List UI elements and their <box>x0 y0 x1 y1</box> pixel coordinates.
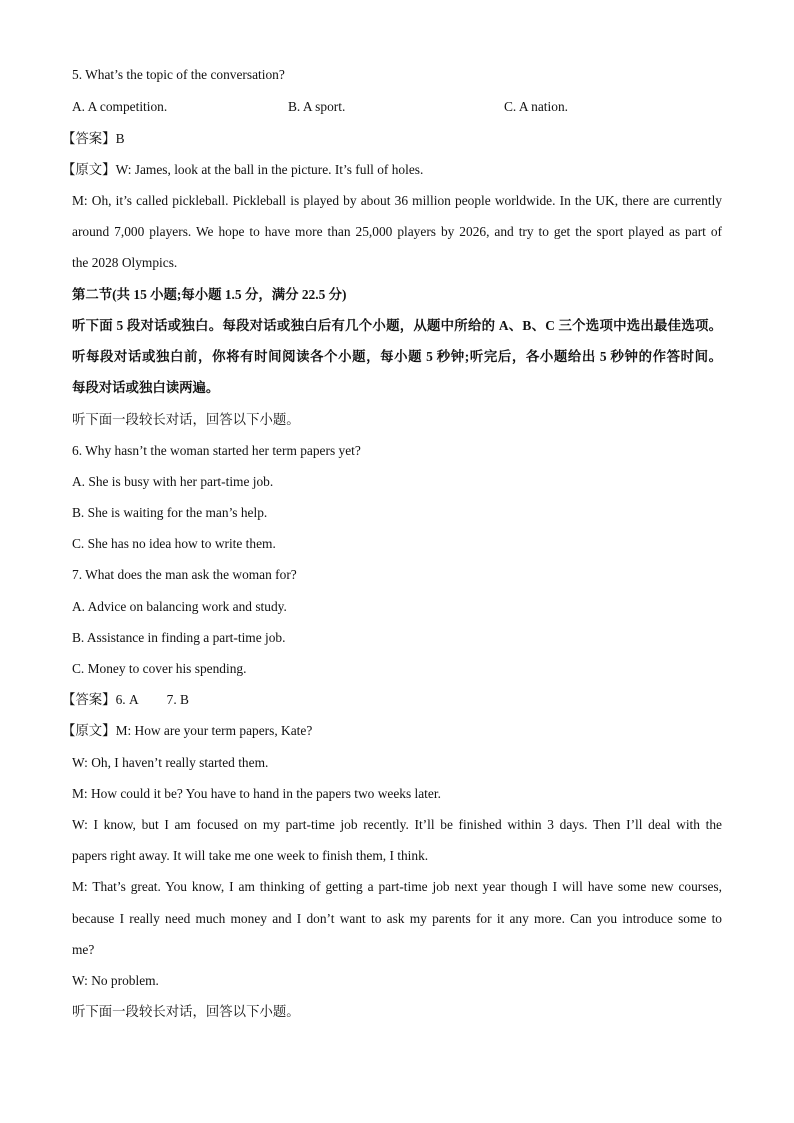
answer-line-5 <box>62 130 125 148</box>
transcript-line: W: I know, but I am focused on my part-time job recently. It’ll be finished within 3 days. Then I’ll deal with the <box>72 817 722 832</box>
transcript-text: M: How are your term papers, Kate? <box>115 723 313 738</box>
transcript-5-line: the 2028 Olympics. <box>72 255 178 270</box>
question-7-option-b: B. Assistance in finding a part-time job. <box>72 630 286 645</box>
group-1-intro: 听下面一段较长对话，回答以下小题。 <box>72 412 300 427</box>
transcript-group-1-first <box>62 722 312 740</box>
question-7-option-c: C. Money to cover his spending. <box>72 661 247 676</box>
answer-label: 【答案】 <box>62 131 116 146</box>
transcript-line: M: That’s great. You know, I am thinking of getting a part-time job next year though I will have some new courses, <box>72 879 722 894</box>
section-2-instruction: 听下面 5 段对话或独白。每段对话或独白后有几个小题，从题中所给的 A、B、C 三个选项中选出最佳选项。 <box>72 318 722 333</box>
transcript-text: W: James, look at the ball in the picture. It’s full of holes. <box>115 162 424 177</box>
transcript-5-line: around 7,000 players. We hope to have more than 25,000 players by 2026, and try to get the sport played as part of <box>72 224 722 239</box>
answer-label: 【答案】 <box>62 692 116 707</box>
question-7: 7. What does the man ask the woman for? <box>72 567 297 582</box>
transcript-label: 【原文】 <box>62 162 116 177</box>
answer-line-6-7 <box>62 691 189 709</box>
transcript-line: W: No problem. <box>72 973 159 988</box>
question-6: 6. Why hasn’t the woman started her term papers yet? <box>72 443 361 458</box>
question-7-option-a: A. Advice on balancing work and study. <box>72 599 287 614</box>
question-6-option-a: A. She is busy with her part-time job. <box>72 474 274 489</box>
answer-value: B <box>115 131 125 146</box>
transcript-line: M: How could it be? You have to hand in the papers two weeks later. <box>72 786 441 801</box>
question-5-options <box>72 98 722 116</box>
group-2-intro: 听下面一段较长对话，回答以下小题。 <box>72 1004 300 1019</box>
transcript-line: W: Oh, I haven’t really started them. <box>72 755 269 770</box>
answer-value-6: 6. A <box>115 692 139 707</box>
transcript-line: because I really need much money and I don’t want to ask my parents for it any more. Can you introduce some to <box>72 911 722 926</box>
section-2-instruction: 听每段对话或独白前，你将有时间阅读各个小题，每小题 5 秒钟;听完后，各小题给出 5 秒钟的作答时间。 <box>72 349 722 364</box>
question-6-option-c: C. She has no idea how to write them. <box>72 536 276 551</box>
option-b: B. A sport. <box>288 99 346 114</box>
transcript-5-first <box>62 161 423 179</box>
section-2-title: 第二节(共 15 小题;每小题 1.5 分，满分 22.5 分) <box>72 287 347 302</box>
option-c: C. A nation. <box>504 99 568 114</box>
section-2-instruction: 每段对话或独白读两遍。 <box>72 380 220 395</box>
transcript-label: 【原文】 <box>62 723 116 738</box>
transcript-line: me? <box>72 942 95 957</box>
question-6-option-b: B. She is waiting for the man’s help. <box>72 505 268 520</box>
transcript-5-line: M: Oh, it’s called pickleball. Pickleball is played by about 36 million people worldwide. In the UK, there are currently <box>72 193 722 208</box>
answer-value-7: 7. B <box>166 692 189 707</box>
transcript-line: papers right away. It will take me one week to finish them, I think. <box>72 848 429 863</box>
option-a: A. A competition. <box>72 99 168 114</box>
question-5: 5. What’s the topic of the conversation? <box>72 67 285 82</box>
